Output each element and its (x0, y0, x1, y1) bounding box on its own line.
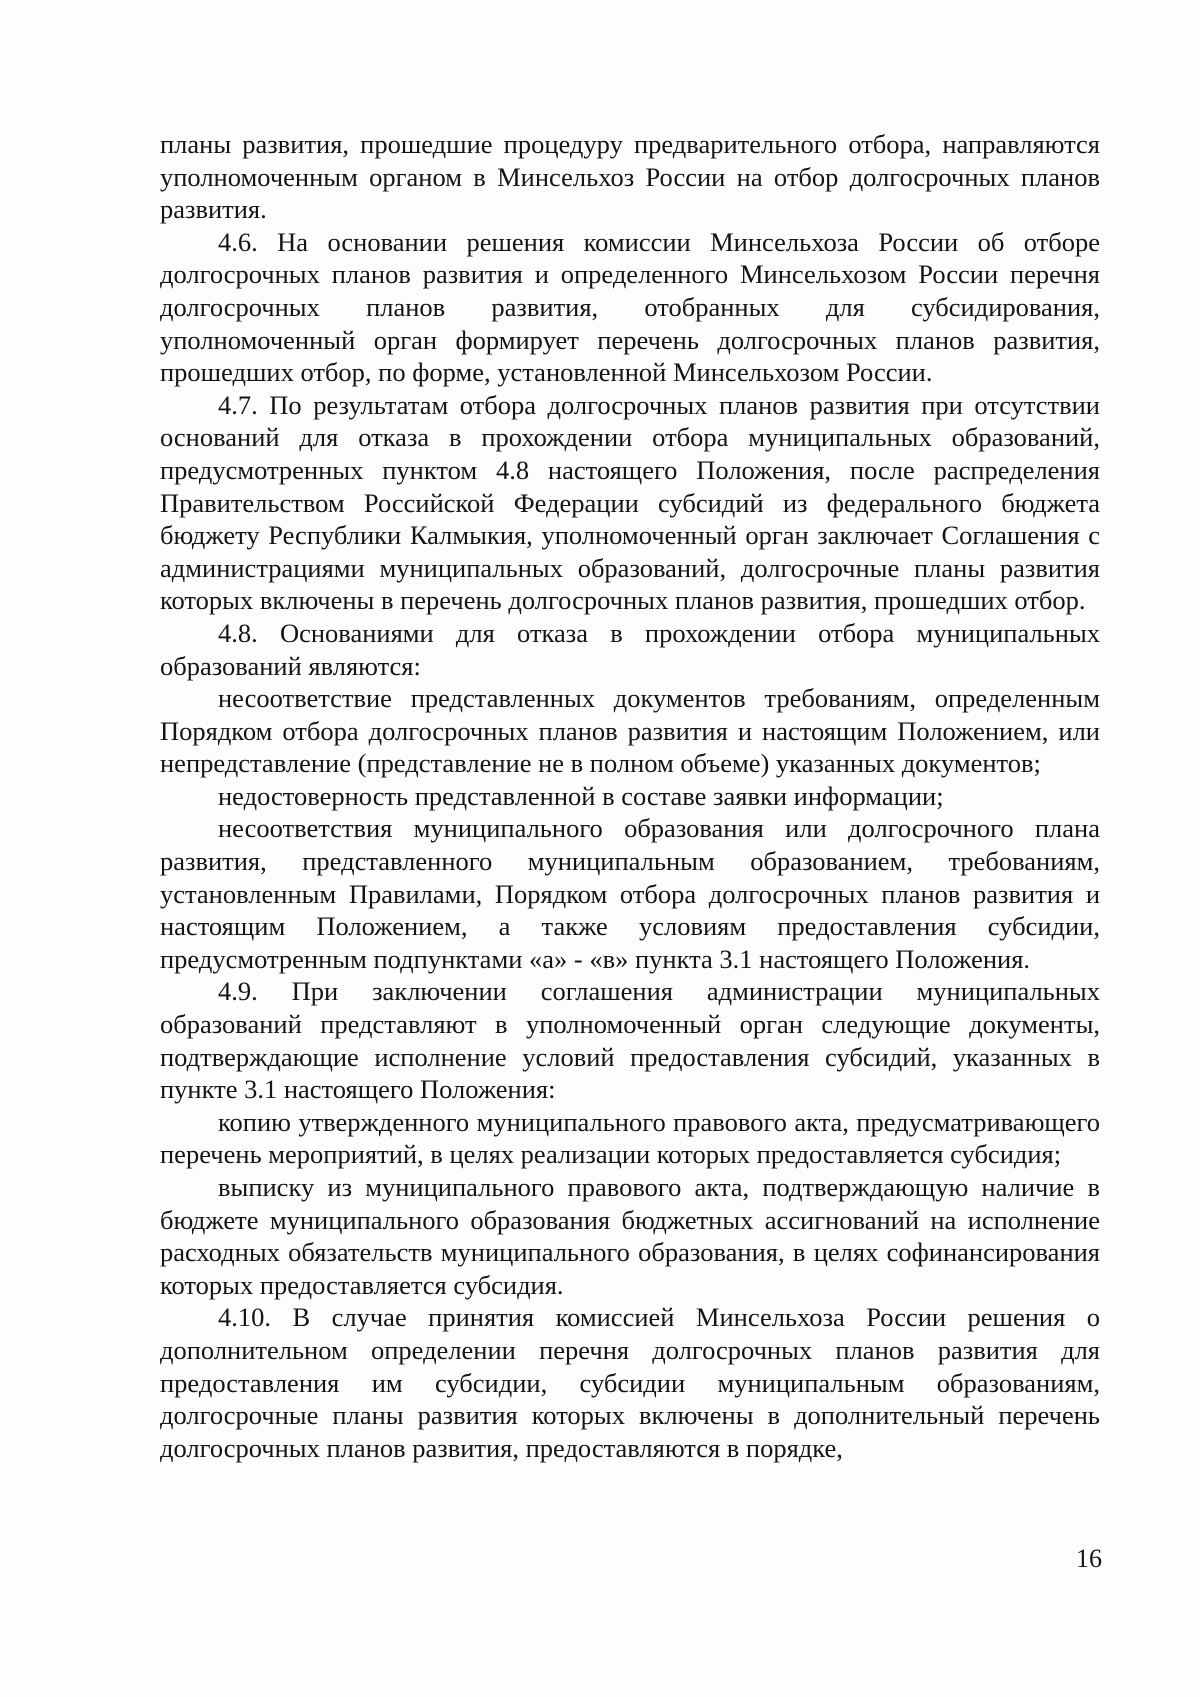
paragraph-4-9-item-2: выписку из муниципального правового акта, подтверждающую наличие в бюджете муниципального образования бюджетных ассигнований на исполнение расходных обязательств муниципального образования, в целях софинансирования которых предоставляется субсидия. (160, 1172, 1100, 1300)
paragraph-4-7: 4.7. По результатам отбора долгосрочных планов развития при отсутствии оснований для отказа в прохождении отбора муниципальных образований, предусмотренных пунктом 4.8 настоящего Положения, после распределения Правительством Российской Федерации субсидий из федерального бюджета бюджету Республики Калмыкия, уполномоченный орган заключает Соглашения с администрациями муниципальных образований, долгосрочные планы развития которых включены в перечень долгосрочных планов развития, прошедших отбор. (160, 389, 1100, 616)
paragraph-4-9-item-1: копию утвержденного муниципального правового акта, предусматривающего перечень мероприятий, в целях реализации которых предоставляется субсидия; (160, 1106, 1100, 1170)
page-number: 16 (1076, 1544, 1102, 1573)
paragraph-4-9: 4.9. При заключении соглашения администрации муниципальных образований представляют в уполномоченный орган следующие документы, подтверждающие исполнение условий предоставления субсидий, указанных в пункте 3.1 настоящего Положения: (160, 976, 1100, 1105)
paragraph-4-8-item-1: несоответствие представленных документов требованиям, определенным Порядком отбора долгосрочных планов развития и настоящим Положением, или непредставление (представление не в полном объеме) указанных документов; (160, 683, 1100, 779)
paragraph-4-8-item-3: несоответствия муниципального образования или долгосрочного плана развития, представленного муниципальным образованием, требованиям, установленным Правилами, Порядком отбора долгосрочных планов развития и настоящим Положением, а также условиям предоставления субсидии, предусмотренным подпунктами «а» - «в» пункта 3.1 настоящего Положения. (160, 813, 1100, 974)
paragraph-continuation: планы развития, прошедшие процедуру предварительного отбора, направляются уполномоченным органом в Минсельхоз России на отбор долгосрочных планов развития. (160, 129, 1100, 225)
paragraph-4-8-item-2: недостоверность представленной в составе заявки информации; (218, 780, 944, 811)
paragraph-4-10: 4.10. В случае принятия комиссией Минсельхоза России решения о дополнительном определении перечня долгосрочных планов развития для предоставления им субсидии, субсидии муниципальным образованиям, долгосрочные планы развития которых включены в дополнительный перечень долгосрочных планов развития, предоставляются в порядке, (160, 1302, 1100, 1463)
paragraph-4-6: 4.6. На основании решения комиссии Минсельхоза России об отборе долгосрочных планов развития и определенного Минсельхозом России перечня долгосрочных планов развития, отобранных для субсидирования, уполномоченный орган формирует перечень долгосрочных планов развития, прошедших отбор, по форме, установленной Минсельхозом России. (160, 226, 1100, 388)
document-body (160, 128, 1100, 1464)
paragraph-4-8: 4.8. Основаниями для отказа в прохождении отбора муниципальных образований являются: (160, 617, 1100, 681)
